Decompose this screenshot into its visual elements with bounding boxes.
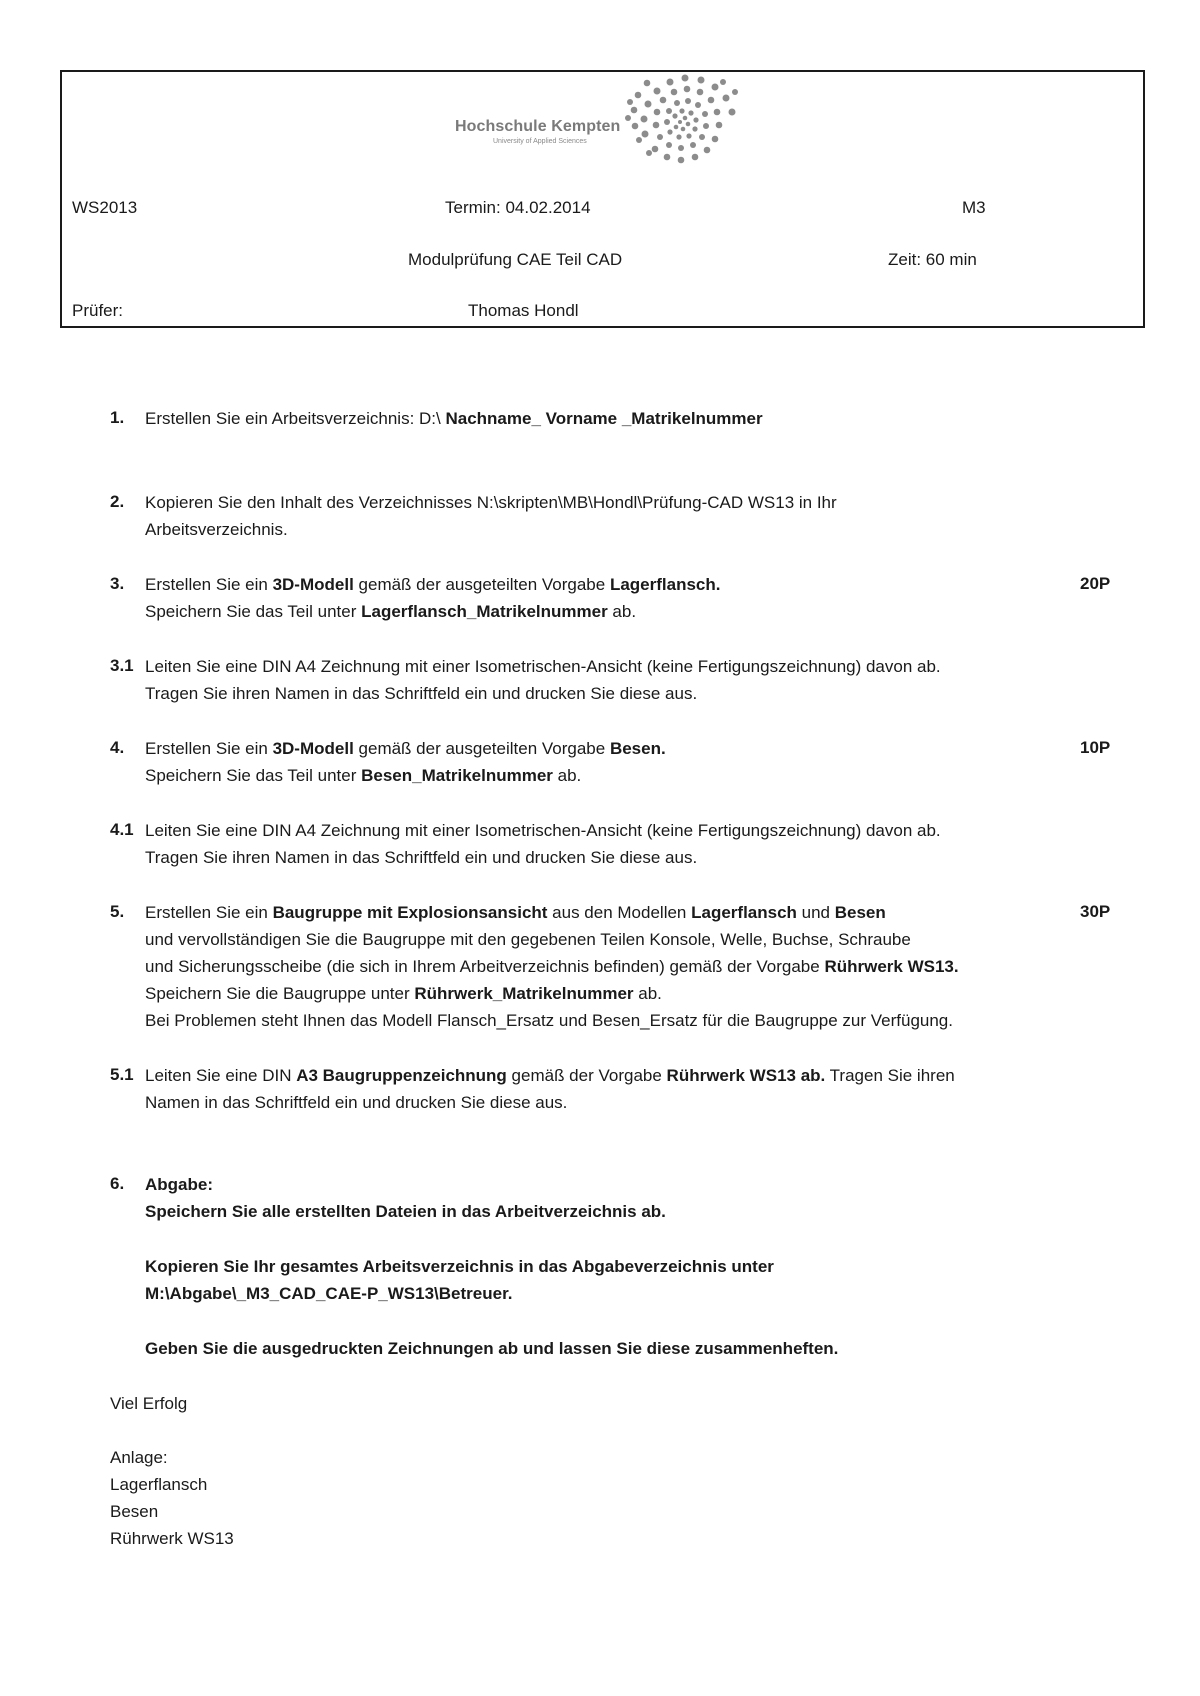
task-text-bold: Besen xyxy=(834,903,886,922)
task-text: Leiten Sie eine DIN A4 Zeichnung mit einer Isometrischen-Ansicht (keine Fertigungszeichnung) davon ab. xyxy=(145,821,941,840)
task-number: 5.1 xyxy=(110,1065,134,1084)
task-number: 2. xyxy=(110,492,125,511)
task-text-bold: Nachname_ Vorname _Matrikelnummer xyxy=(445,409,763,428)
examiner-name: Thomas Hondl xyxy=(468,301,579,320)
task-text: Speichern Sie die Baugruppe unter xyxy=(145,984,415,1003)
task-text: Tragen Sie ihren Namen in das Schriftfeld ein und drucken Sie diese aus. xyxy=(145,684,698,703)
exam-title: Modulprüfung CAE Teil CAD xyxy=(408,250,623,269)
task-points: 20P xyxy=(1080,574,1111,593)
examiner-label: Prüfer: xyxy=(72,301,124,320)
task-text: und vervollständigen Sie die Baugruppe mit den gegebenen Teilen Konsole, Welle, Buchse, Schraube xyxy=(145,930,911,949)
task-text: und xyxy=(796,903,835,922)
task-points: 10P xyxy=(1080,738,1111,757)
task-text: gemäß der ausgeteilten Vorgabe xyxy=(353,575,610,594)
task-text: ab. xyxy=(552,766,582,785)
task-text-bold: Baugruppe mit Explosionsansicht xyxy=(272,903,548,922)
university-logo xyxy=(455,74,740,170)
task-text-bold: Rührwerk WS13 ab. xyxy=(666,1066,826,1085)
module-code: M3 xyxy=(962,198,986,217)
task-points: 30P xyxy=(1080,902,1111,921)
task-text: Erstellen Sie ein xyxy=(145,903,273,922)
task-text: Namen in das Schriftfeld ein und drucken Sie diese aus. xyxy=(145,1093,568,1112)
task-text: gemäß der Vorgabe xyxy=(506,1066,667,1085)
task-text-bold: Lagerflansch_Matrikelnummer xyxy=(361,602,608,621)
task-title: Abgabe: xyxy=(145,1175,213,1194)
semester: WS2013 xyxy=(72,198,138,217)
task-text: Bei Problemen steht Ihnen das Modell Flansch_Ersatz und Besen_Ersatz für die Baugruppe zur Verfügung. xyxy=(145,1011,953,1030)
exam-date: Termin: 04.02.2014 xyxy=(445,198,591,217)
task-text-bold: Lagerflansch. xyxy=(609,575,721,594)
task-number: 5. xyxy=(110,902,125,921)
task-text: und Sicherungsscheibe (die sich in Ihrem Arbeitverzeichnis befinden) gemäß der Vorgabe xyxy=(145,957,825,976)
task-text-bold: Besen_Matrikelnummer xyxy=(361,766,553,785)
closing-text: Viel Erfolg xyxy=(110,1394,188,1413)
task-text: ab. xyxy=(633,984,662,1003)
exam-duration: Zeit: 60 min xyxy=(888,250,977,269)
task-text: Leiten Sie eine DIN xyxy=(145,1066,297,1085)
task-text: Erstellen Sie ein Arbeitsverzeichnis: D:\ xyxy=(145,409,446,428)
task-number: 1. xyxy=(110,408,125,427)
task-number: 3. xyxy=(110,574,125,593)
task-text: Kopieren Sie den Inhalt des Verzeichnisses N:\skripten\MB\Hondl\Prüfung-CAD WS13 in Ihr xyxy=(145,493,837,512)
task-number: 4.1 xyxy=(110,820,134,839)
task-text: Speichern Sie das Teil unter xyxy=(145,602,362,621)
task-text: Geben Sie die ausgedruckten Zeichnungen ab und lassen Sie diese zusammenheften. xyxy=(145,1339,839,1358)
task-text: Arbeitsverzeichnis. xyxy=(145,520,288,539)
task-number: 3.1 xyxy=(110,656,134,675)
logo-name: Hochschule Kempten xyxy=(455,118,621,135)
task-text: M:\Abgabe\_M3_CAD_CAE-P_WS13\Betreuer. xyxy=(145,1284,513,1303)
task-text: Speichern Sie das Teil unter xyxy=(145,766,362,785)
task-text: Erstellen Sie ein xyxy=(145,739,273,758)
attachment-item: Lagerflansch xyxy=(110,1475,208,1494)
task-text: Tragen Sie ihren xyxy=(825,1066,955,1085)
task-text-bold: Besen. xyxy=(609,739,666,758)
task-number: 6. xyxy=(110,1174,125,1193)
task-text-bold: Lagerflansch xyxy=(691,903,797,922)
task-text-bold: Rührwerk WS13. xyxy=(824,957,959,976)
task-text: Speichern Sie alle erstellten Dateien in das Arbeitverzeichnis ab. xyxy=(145,1202,666,1221)
task-text: Leiten Sie eine DIN A4 Zeichnung mit einer Isometrischen-Ansicht (keine Fertigungszeichnung) davon ab. xyxy=(145,657,941,676)
task-text: aus den Modellen xyxy=(547,903,692,922)
spiral-dots-logo-icon xyxy=(625,74,740,170)
task-text-bold: 3D-Modell xyxy=(272,739,354,758)
task-text: Erstellen Sie ein xyxy=(145,575,273,594)
task-text-bold: 3D-Modell xyxy=(272,575,354,594)
task-number: 4. xyxy=(110,738,125,757)
task-text-bold: Rührwerk_Matrikelnummer xyxy=(414,984,634,1003)
attachments-label: Anlage: xyxy=(110,1448,168,1467)
task-text: Kopieren Sie Ihr gesamtes Arbeitsverzeichnis in das Abgabeverzeichnis unter xyxy=(145,1257,774,1276)
attachment-item: Besen xyxy=(110,1502,159,1521)
attachment-item: Rührwerk WS13 xyxy=(110,1529,234,1548)
task-text: ab. xyxy=(607,602,637,621)
task-text: Tragen Sie ihren Namen in das Schriftfeld ein und drucken Sie diese aus. xyxy=(145,848,698,867)
task-text-bold: A3 Baugruppenzeichnung xyxy=(296,1066,507,1085)
task-text: gemäß der ausgeteilten Vorgabe xyxy=(353,739,610,758)
logo-subtitle: University of Applied Sciences xyxy=(493,138,587,145)
